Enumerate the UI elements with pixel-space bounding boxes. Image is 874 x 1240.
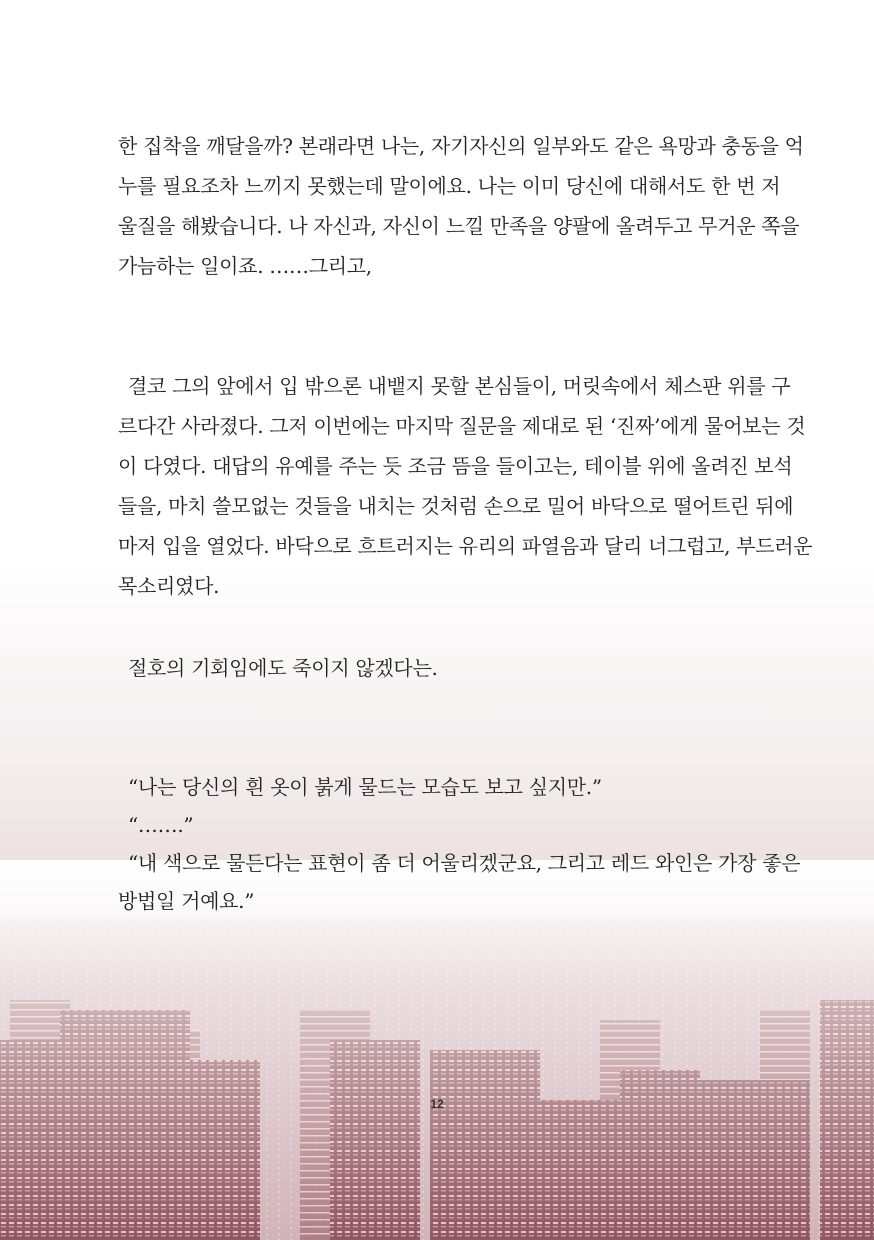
paragraph: [118, 126, 804, 286]
text-line: 누를 필요조차 느끼지 못했는데 말이에요. 나는 이미 당신에 대해서도 한 번 저: [118, 174, 781, 198]
text-line: 가늠하는 일이죠. ……그리고,: [118, 254, 372, 278]
page-body-text: [118, 126, 813, 920]
text-line: 목소리였다.: [118, 574, 220, 598]
text-line: 들을, 마치 쓸모없는 것들을 내치는 것처럼 손으로 밀어 바닥으로 떨어트린 뒤에: [118, 494, 794, 518]
paragraph: [118, 648, 758, 688]
text-line: 결코 그의 앞에서 입 밖으론 내뱉지 못할 본심들이, 머릿속에서 체스판 위를 구: [128, 374, 791, 398]
paragraph: [118, 366, 813, 606]
text-line: 마저 입을 열었다. 바닥으로 흐트러지는 유리의 파열음과 달리 너그럽고, 부드러운: [118, 534, 813, 558]
dialogue-line: “…….”: [128, 813, 194, 837]
dialogue-line: “나는 당신의 흰 옷이 붉게 물드는 모습도 보고 싶지만.”: [128, 775, 602, 799]
dialogue-line: 방법일 거예요.”: [118, 889, 255, 913]
dialogue-block: [118, 768, 801, 920]
dialogue-line: “내 색으로 물든다는 표현이 좀 더 어울리겠군요, 그리고 레드 와인은 가장 좋은: [128, 851, 801, 875]
text-line: 한 집착을 깨달을까? 본래라면 나는, 자기자신의 일부와도 같은 욕망과 충동을 억: [118, 134, 804, 158]
text-line: 르다간 사라졌다. 그저 이번에는 마지막 질문을 제대로 된 ‘진짜’에게 물어보는 것: [118, 414, 806, 438]
text-line: 절호의 기회임에도 죽이지 않겠다는.: [128, 656, 438, 680]
text-line: 이 다였다. 대답의 유예를 주는 듯 조금 뜸을 들이고는, 테이블 위에 올려진 보석: [118, 454, 793, 478]
page-number: 12: [430, 1097, 444, 1111]
text-line: 울질을 해봤습니다. 나 자신과, 자신이 느낄 만족을 양팔에 올려두고 무거운 쪽을: [118, 214, 800, 238]
